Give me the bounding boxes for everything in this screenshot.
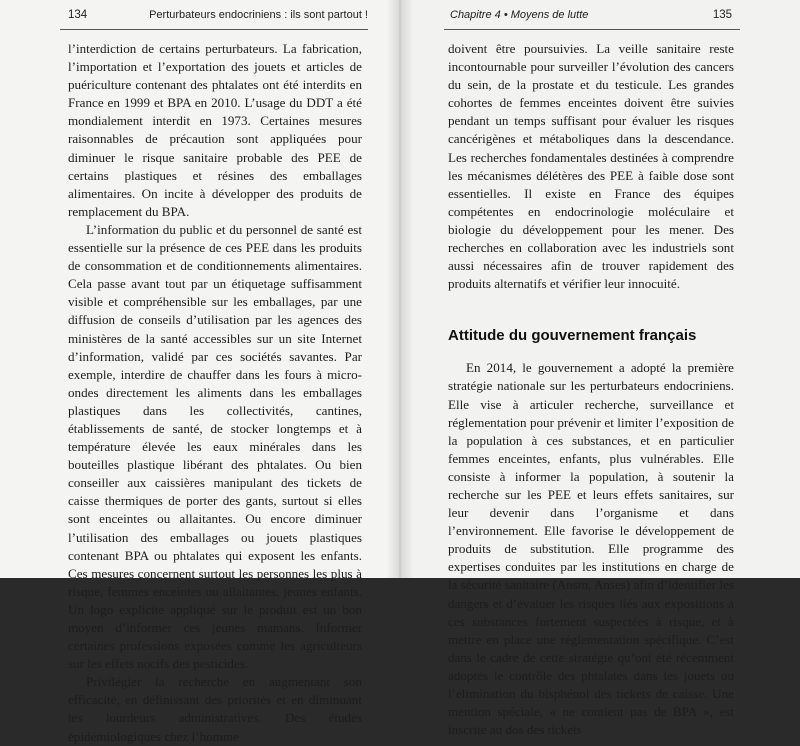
right-body-text: [448, 40, 734, 739]
paragraph: L’information du public et du personnel de santé est essentielle sur la présence de ces PEE dans les produits de consommation et de conditionnements alimentaires. Cela passe avant tout par un étiquetage suffisamment visible et compréhensible sur les emballages, par une diffusion de conseils d’utilisation par les agences des ministères de la santé accessibles sur un site Internet d’information, validé par ces sociétés savantes. Par exemple, interdire de chauffer dans les fours à micro-ondes directement les aliments dans les emballages plastiques dans les collectivités, cantines, établissements de santé, de stocker longtemps et à température élevée les eaux minérales dans les bouteilles plastique libérant des phtalates. Ou bien conseiller aux caissières manipulant des tickets de caisse thermiques de porter des gants, surtout si elles sont enceintes ou allaitantes. Ou encore diminuer l’utilisation des emballages ou jouets plastiques contenant BPA ou phtalates qui exposent les enfants. Ces mesures concernent surtout les personnes les plus à risque, femmes enceintes ou allaitantes, jeunes enfants. Un logo explicite appliqué sur le produit est un bon moyen d’informer ces jeunes mamans. Informer certaines professions exposées comme les agriculteurs sur les effets nocifs des pesticides.: [68, 221, 362, 672]
paragraph: l’interdiction de certains perturbateurs. La fabrication, l’importation et l’exportation des jouets et articles de puériculture contenant des phtalates ont été interdits en France en 1999 et BPA en 2010. L’usage du DDT a été mondialement interdit en 1973. Certaines mesures raisonnables de précaution sont appliquées pour diminuer le risque sanitaire probable des PEE de certains plastiques et résines des emballages alimentaires. On incite à développer des produits de remplacement du BPA.: [68, 41, 362, 219]
left-header-rule: [60, 29, 368, 30]
page-number-left: 134: [68, 9, 88, 21]
book-title-running-head: Perturbateurs endocriniens : ils sont partout !: [149, 9, 368, 21]
chapter-label: Chapitre 4: [450, 9, 501, 21]
left-body-text: [68, 40, 362, 746]
chapter-running-head: Chapitre 4 • Moyens de lutte: [450, 9, 589, 21]
paragraph: En 2014, le gouvernement a adopté la première stratégie nationale sur les perturbateurs endocriniens. Elle vise à articuler recherche, surveillance et réglementation pour prévenir et limiter l’exposition de la population à ces substances, et en particulier femmes enceintes, enfants, plus vulnérables. Elle consiste à informer la population, à soutenir la recherche sur les PEE et leurs effets sanitaires, sur leur devenir dans l’organisme et dans l’environnement. Elle favorise le développement de produits de substitution. Elle programme des expertises conduites par les institutions en charge de la sécurité sanitaire (Ansm, Anses) afin d’identifier les dangers et d’évaluer les risques liés aux expositions à ces substances fortement suspectées à risque, et à mettre en place une réglementation spécifique. C’est dans le cadre de cette stratégie qu’ont été récemment adoptés le contrôle des phtalates dans les jouets ou l’élimination du bisphénol des tickets de caisse. Une mention spéciale, « ne contient pas de BPA », est inscrite au dos des tickets: [448, 360, 734, 738]
right-header-rule: [444, 29, 740, 30]
chapter-title: Moyens de lutte: [510, 9, 589, 21]
right-page: [400, 0, 800, 738]
left-page: [0, 0, 400, 744]
page-number-right: 135: [712, 9, 732, 21]
section-heading: Attitude du gouvernement français: [448, 327, 697, 345]
paragraph: doivent être poursuivies. La veille sanitaire reste incontournable pour surveiller l’évolution des cancers du sein, de la prostate et du testicule. Les grandes cohortes de femmes enceintes doivent être suivies pendant un temps suffisant pour évaluer les risques cancérigènes et métaboliques dans la descendance. Les recherches fondamentales destinées à comprendre les mécanismes délétères des PEE à faible dose sont essentielles. Il existe en France des équipes compétentes en endocrinologie moléculaire et biologie du développement pour les mener. Des recherches en collaboration avec les industriels sont aussi nécessaires afin de trouver rapidement des produits alternatifs et vérifier leur innocuité.: [448, 41, 734, 292]
paragraph: Privilégier la recherche en augmentant son efficacité, en définissant des priorités et en diminuant les lourdeurs administratives. Des études épidémiologiques chez l’homme: [68, 674, 362, 744]
right-running-head: [450, 9, 732, 29]
left-running-head: [68, 9, 368, 29]
